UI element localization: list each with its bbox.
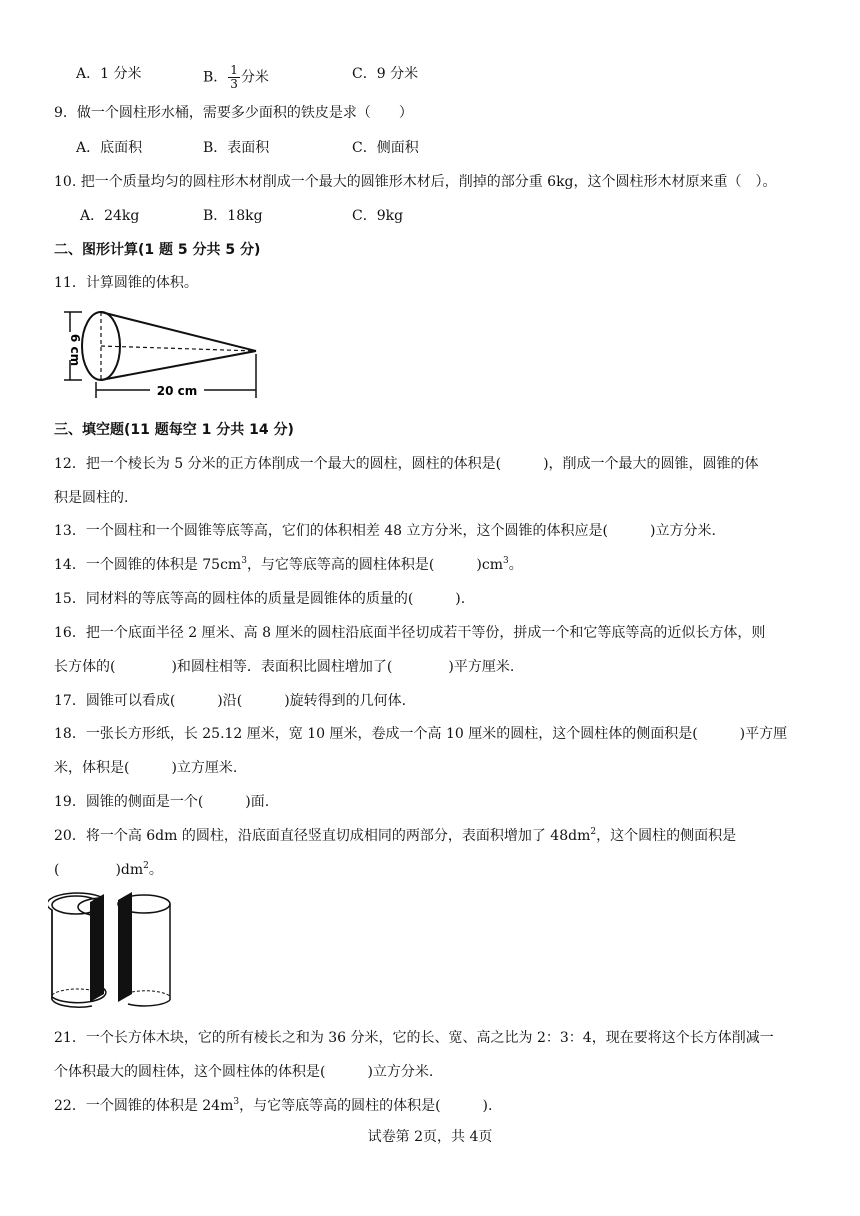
q9-option-b: B．表面积: [203, 140, 270, 156]
q14-part-a: 14．一个圆锥的体积是 75cm: [54, 557, 242, 573]
length-label: 20 cm: [156, 384, 198, 398]
fraction-denominator: 3: [230, 77, 238, 91]
q8-option-b: [203, 64, 269, 91]
q16-line2: 长方体的( )和圆柱相等．表面积比圆柱增加了( )平方厘米.: [54, 659, 515, 675]
height-label: 6 cm: [68, 333, 82, 367]
q20-line1: [54, 826, 736, 846]
q8-option-c: C．9 分米: [352, 66, 419, 82]
q16-line1: 16．把一个底面半径 2 厘米、高 8 厘米的圆柱沿底面半径切成若干等份，拼成一个和它等底等高的近似长方体，则: [54, 625, 766, 641]
q19-text: 19．圆锥的侧面是一个( )面.: [54, 794, 270, 810]
superscript: 3: [502, 556, 509, 566]
superscript: 2: [590, 827, 597, 837]
q10-option-a: A．24kg: [80, 208, 140, 224]
q22-part-b: ，与它等底等高的圆柱的体积是( ).: [239, 1098, 493, 1114]
q22-part-a: 22．一个圆锥的体积是 24m: [54, 1098, 234, 1114]
q9-option-a: A．底面积: [76, 140, 143, 156]
q17-text: 17．圆锥可以看成( )沿( )旋转得到的几何体.: [54, 693, 407, 709]
q20-end: 。: [148, 862, 163, 878]
q14-part-c: 。: [508, 557, 523, 573]
q18-line2: 米，体积是( )立方厘米.: [54, 760, 238, 776]
q12-line2: 积是圆柱的.: [54, 490, 129, 506]
q20-blank: ( )dm: [54, 862, 144, 878]
q9-text: 9．做一个圆柱形水桶，需要多少面积的铁皮是求（ ）: [54, 105, 413, 121]
cut-cylinder-figure: [48, 888, 188, 1016]
q8-option-b-prefix: B．: [203, 69, 228, 86]
superscript: 2: [143, 861, 149, 871]
q21-line1: 21．一个长方体木块，它的所有棱长之和为 36 分米，它的长、宽、高之比为 2：3：4，现在要将这个长方体削减一: [54, 1030, 774, 1046]
superscript: 3: [241, 556, 247, 566]
fraction: [228, 64, 240, 91]
q20-part-b: ，这个圆柱的侧面积是: [596, 828, 737, 844]
q11-text: 11．计算圆锥的体积。: [54, 275, 198, 291]
fraction-numerator: 1: [230, 63, 238, 77]
q21-line2: 个体积最大的圆柱体，这个圆柱体的体积是( )立方分米.: [54, 1064, 434, 1080]
q22-text: [54, 1096, 492, 1116]
q12-line1: 12．把一个棱长为 5 分米的正方体削成一个最大的圆柱，圆柱的体积是( )，削成一个最大的圆锥，圆锥的体: [54, 456, 759, 472]
q9-option-c: C．侧面积: [352, 140, 419, 156]
page-footer: 试卷第 2页，共 4页: [367, 1129, 493, 1145]
q14-part-b: ，与它等底等高的圆柱体积是( )cm: [246, 557, 503, 573]
q14-text: [54, 555, 523, 575]
q8-option-a: A．1 分米: [76, 66, 142, 82]
q10-text: 10. 把一个质量均匀的圆柱形木材削成一个最大的圆锥形木材后，削掉的部分重 6kg，这个圆柱形木材原来重（ ）。: [54, 174, 777, 190]
q20-line2: [54, 860, 163, 880]
q8-option-b-suffix: 分米: [240, 69, 269, 86]
q13-text: 13．一个圆柱和一个圆锥等底等高，它们的体积相差 48 立方分米，这个圆锥的体积应是( )立方分米.: [54, 523, 716, 539]
q20-part-a: 20．将一个高 6dm 的圆柱，沿底面直径竖直切成相同的两部分，表面积增加了 48dm: [54, 828, 591, 844]
q15-text: 15．同材料的等底等高的圆柱体的质量是圆锥体的质量的( ).: [54, 591, 466, 607]
section-3-heading: 三、填空题(11 题每空 1 分共 14 分): [54, 422, 294, 438]
q10-option-c: C．9kg: [352, 208, 404, 224]
cone-figure: [58, 306, 278, 406]
section-2-heading: 二、图形计算(1 题 5 分共 5 分): [54, 242, 261, 258]
superscript: 3: [233, 1097, 240, 1107]
q10-option-b: B．18kg: [203, 208, 263, 224]
q18-line1: 18．一张长方形纸，长 25.12 厘米，宽 10 厘米，卷成一个高 10 厘米的圆柱，这个圆柱体的侧面积是( )平方厘: [54, 726, 788, 742]
